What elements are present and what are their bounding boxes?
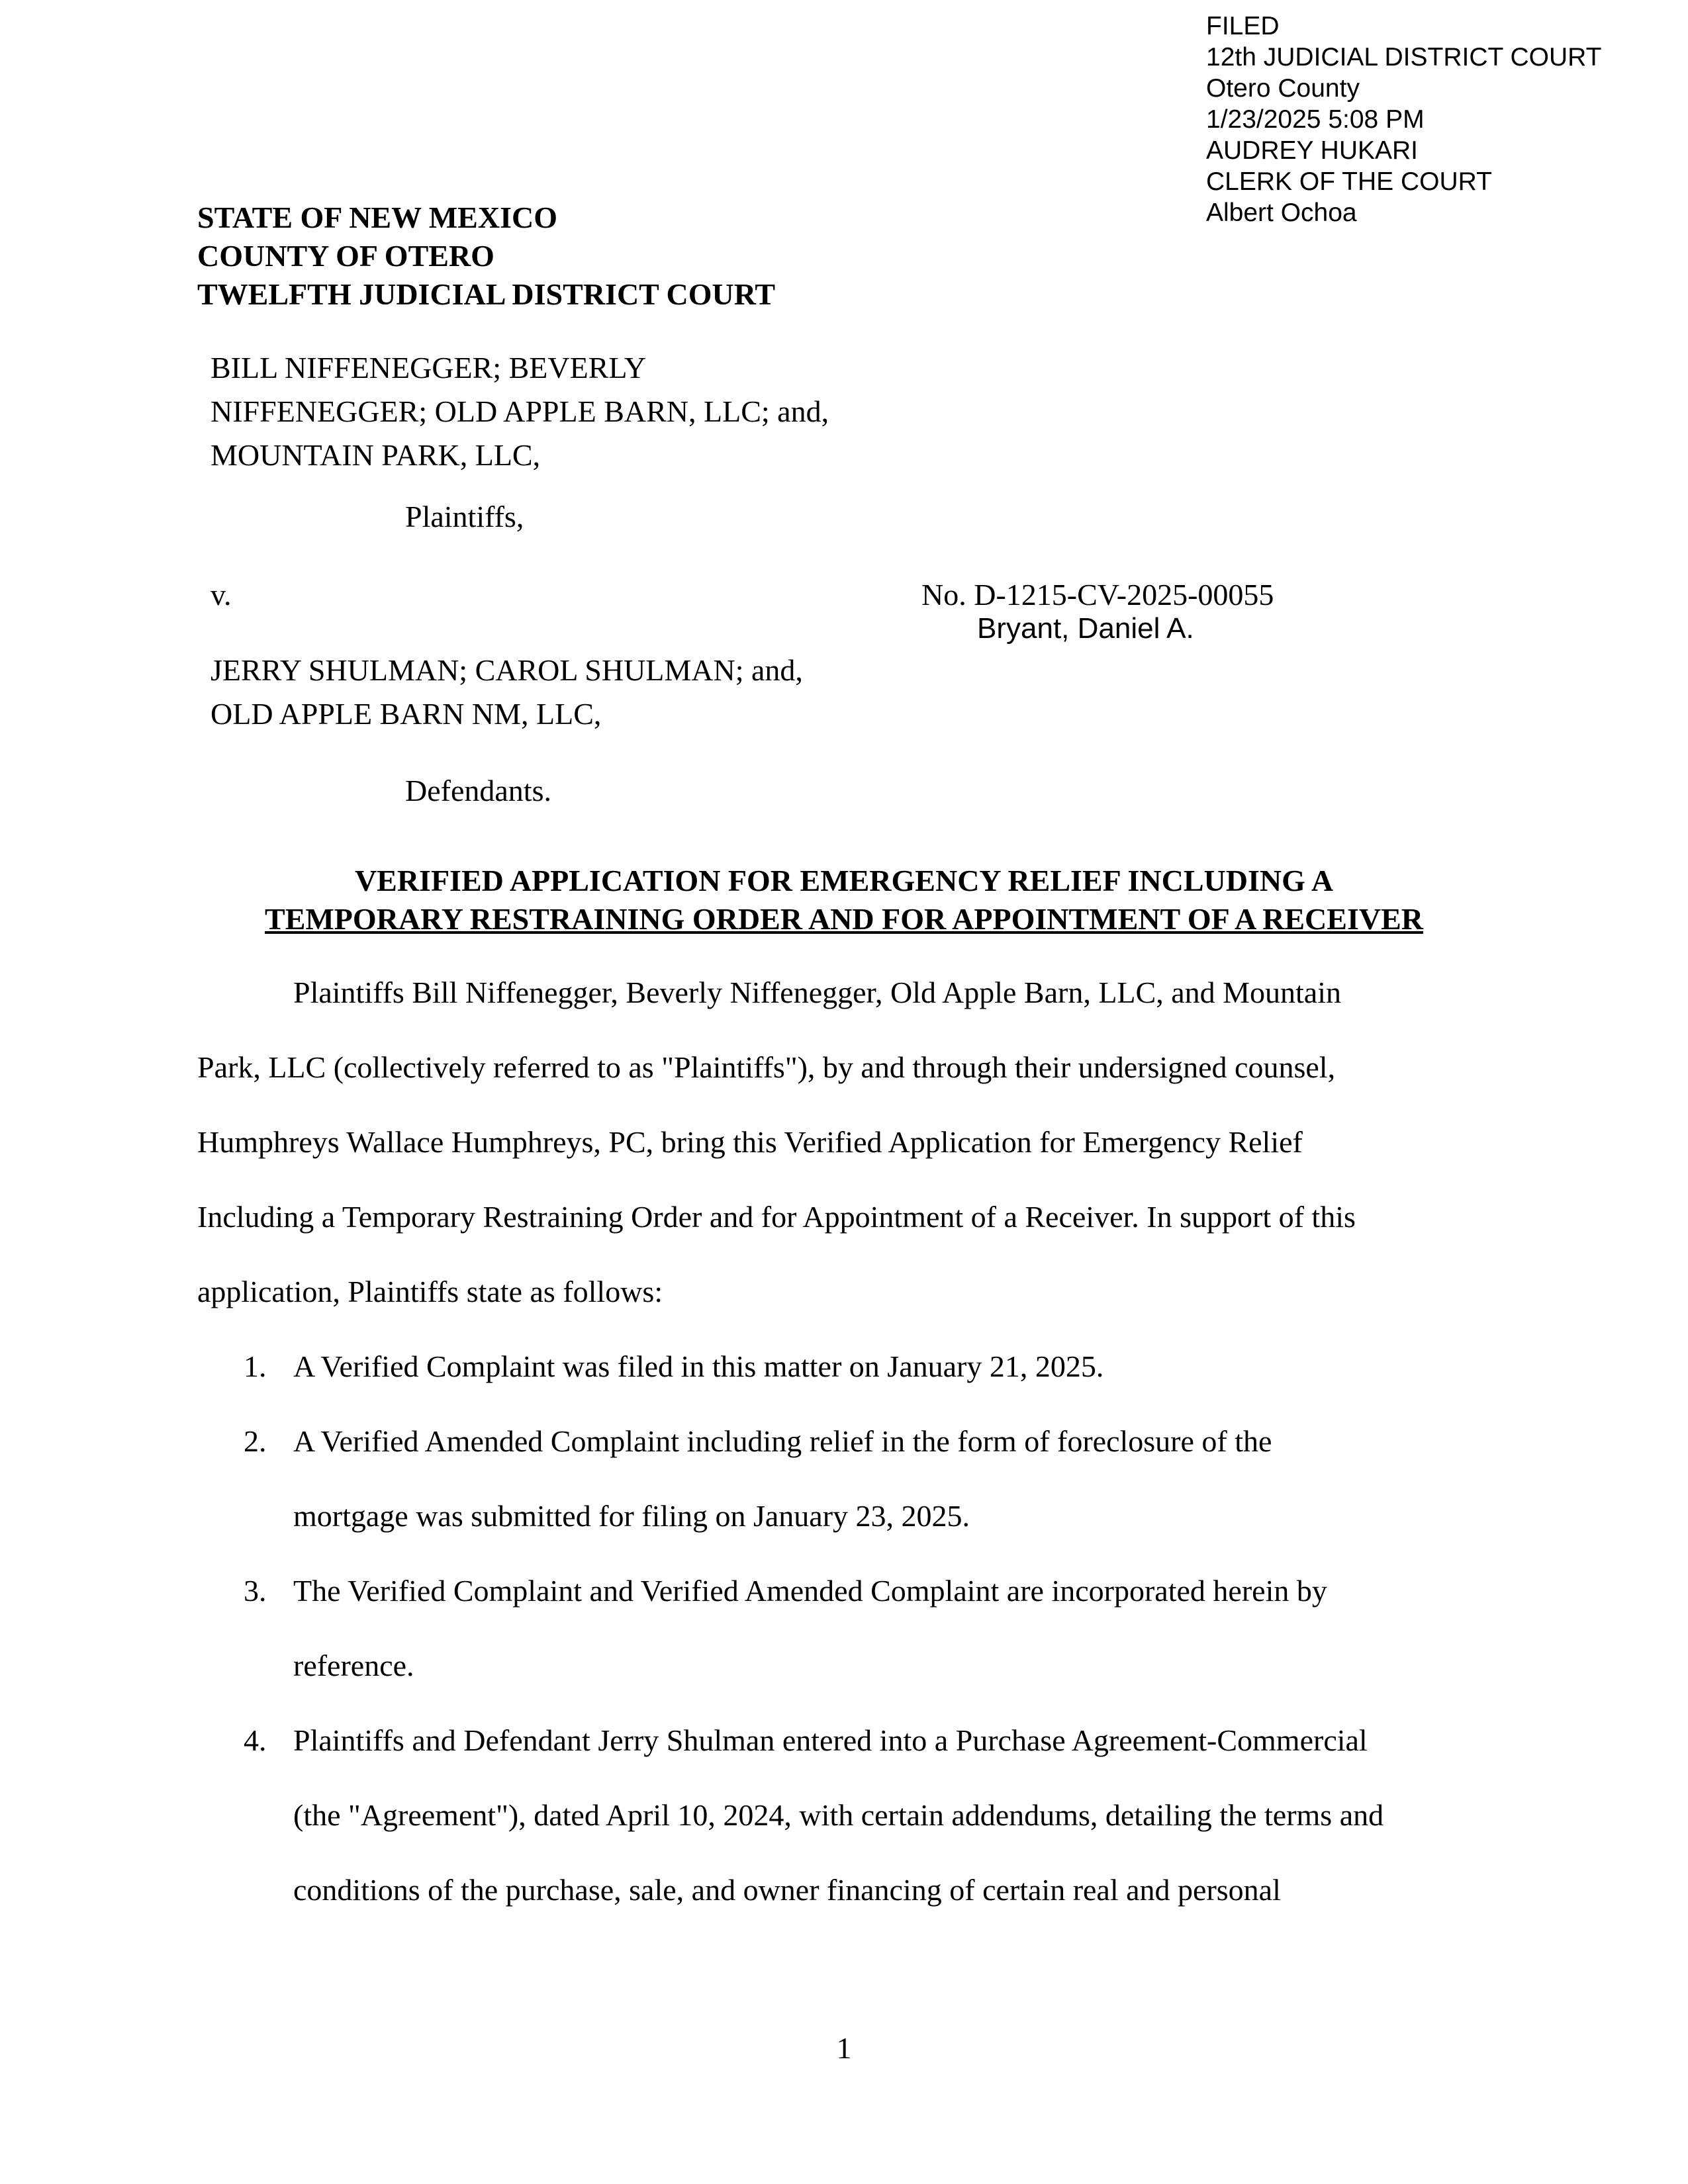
defendants-name-line: OLD APPLE BARN NM, LLC, bbox=[211, 697, 602, 731]
list-item-number: 1. bbox=[244, 1349, 267, 1383]
list-item-line: A Verified Complaint was filed in this matter on January 21, 2025. bbox=[293, 1349, 1104, 1383]
intro-paragraph-line: Humphreys Wallace Humphreys, PC, bring this Verified Application for Emergency Relief bbox=[197, 1125, 1303, 1159]
defendants-label: Defendants. bbox=[405, 774, 551, 807]
plaintiffs-name-line: NIFFENEGGER; OLD APPLE BARN, LLC; and, bbox=[211, 394, 829, 428]
defendants-name-line: JERRY SHULMAN; CAROL SHULMAN; and, bbox=[211, 653, 803, 687]
list-item-line: A Verified Amended Complaint including relief in the form of foreclosure of the bbox=[293, 1424, 1272, 1458]
intro-paragraph-line: Including a Temporary Restraining Order and for Appointment of a Receiver. In support of this bbox=[197, 1200, 1356, 1234]
filing-stamp bbox=[1206, 11, 1601, 228]
list-item-line: Plaintiffs and Defendant Jerry Shulman entered into a Purchase Agreement-Commercial bbox=[293, 1723, 1368, 1757]
document-title bbox=[0, 862, 1688, 938]
filing-stamp-line: Otero County bbox=[1206, 74, 1360, 103]
versus-label: v. bbox=[211, 578, 232, 612]
plaintiffs-name-line: MOUNTAIN PARK, LLC, bbox=[211, 438, 541, 472]
list-item-line: (the "Agreement"), dated April 10, 2024, with certain addendums, detailing the terms and bbox=[293, 1798, 1384, 1832]
intro-paragraph-line: Plaintiffs Bill Niffenegger, Beverly Niffenegger, Old Apple Barn, LLC, and Mountain bbox=[293, 976, 1342, 1009]
assigned-judge: Bryant, Daniel A. bbox=[977, 612, 1194, 645]
page-number: 1 bbox=[836, 2031, 852, 2065]
list-item-line: reference. bbox=[293, 1649, 414, 1682]
defendants-names bbox=[211, 649, 803, 736]
document-title-line-1: VERIFIED APPLICATION FOR EMERGENCY RELIEF INCLUDING A bbox=[354, 864, 1334, 897]
plaintiffs-name-line: BILL NIFFENEGGER; BEVERLY bbox=[211, 351, 647, 385]
intro-paragraph-line: Park, LLC (collectively referred to as "Plaintiffs"), by and through their undersigned counsel, bbox=[197, 1050, 1336, 1084]
plaintiffs-names bbox=[211, 346, 829, 477]
court-header-line: TWELFTH JUDICIAL DISTRICT COURT bbox=[197, 277, 776, 311]
list-item-number: 4. bbox=[244, 1723, 267, 1757]
document-title-line-2: TEMPORARY RESTRAINING ORDER AND FOR APPOINTMENT OF A RECEIVER bbox=[265, 902, 1423, 936]
court-header-line: STATE OF NEW MEXICO bbox=[197, 201, 557, 234]
list-item-number: 3. bbox=[244, 1574, 267, 1608]
list-item-number: 2. bbox=[244, 1424, 267, 1458]
list-item-line: mortgage was submitted for filing on January 23, 2025. bbox=[293, 1499, 970, 1533]
filing-stamp-line: Albert Ochoa bbox=[1206, 199, 1357, 227]
filing-stamp-line: AUDREY HUKARI bbox=[1206, 136, 1419, 165]
intro-paragraph-line: application, Plaintiffs state as follows: bbox=[197, 1275, 663, 1308]
filing-stamp-line: 12th JUDICIAL DISTRICT COURT bbox=[1206, 43, 1602, 71]
court-header bbox=[197, 199, 775, 314]
list-item-line: conditions of the purchase, sale, and owner financing of certain real and personal bbox=[293, 1873, 1281, 1907]
filing-stamp-line: FILED bbox=[1206, 12, 1280, 40]
case-number: No. D-1215-CV-2025-00055 bbox=[921, 578, 1274, 612]
filing-stamp-line: CLERK OF THE COURT bbox=[1206, 167, 1492, 196]
court-header-line: COUNTY OF OTERO bbox=[197, 239, 494, 273]
filing-stamp-line: 1/23/2025 5:08 PM bbox=[1206, 105, 1425, 134]
plaintiffs-label: Plaintiffs, bbox=[405, 500, 524, 533]
list-item-line: The Verified Complaint and Verified Amended Complaint are incorporated herein by bbox=[293, 1574, 1327, 1608]
